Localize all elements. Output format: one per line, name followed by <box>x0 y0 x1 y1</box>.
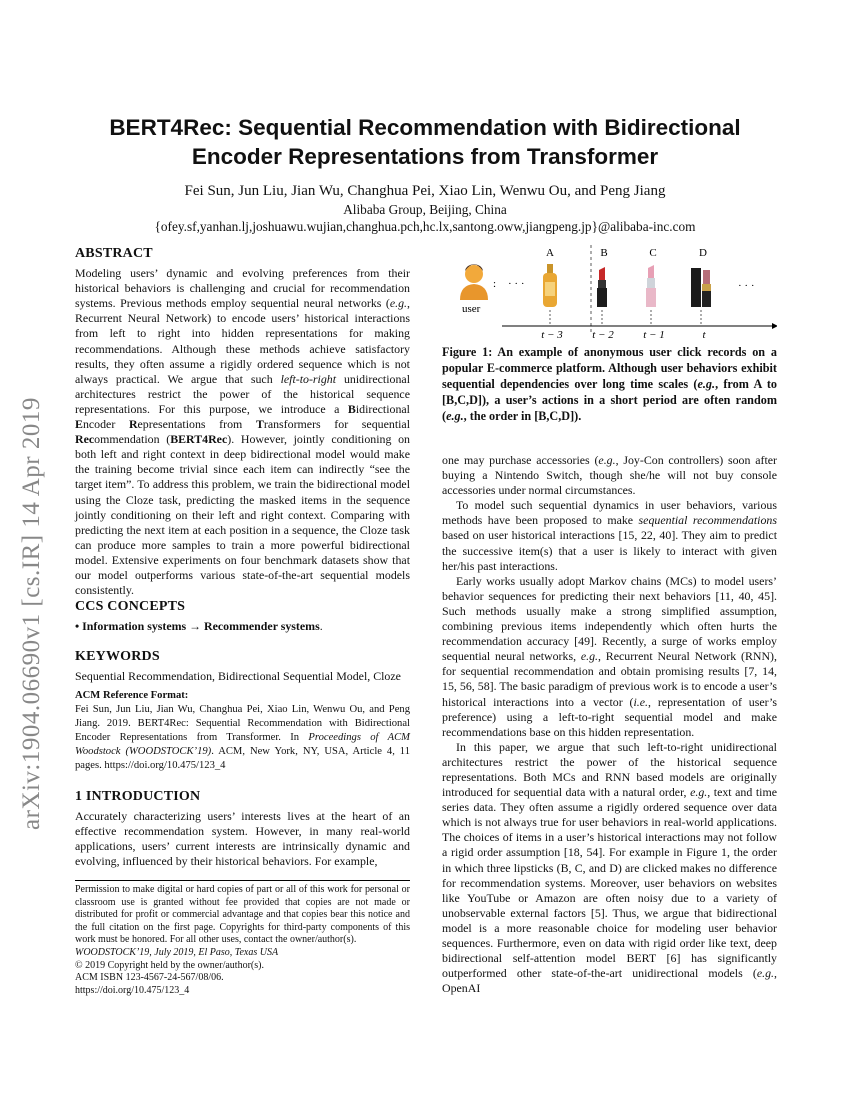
intro-heading: 1 INTRODUCTION <box>75 789 201 804</box>
figure-1 <box>442 240 777 340</box>
leading-dots: · · · <box>508 278 525 290</box>
product-a-serum-bottle <box>543 264 557 307</box>
trailing-dots: · · · <box>738 280 755 292</box>
item-label-b: B <box>600 247 608 259</box>
user-label: user <box>462 303 481 315</box>
acm-reference <box>75 689 410 773</box>
user-colon: : <box>493 278 497 290</box>
footnote <box>75 884 410 997</box>
paragraph-sequential-dynamics: To model such sequential dynamics in user behaviors, various methods have been proposed to make sequential recommendations based on user historical interactions [15, 22, 40]. They aim to predict the successive item(s) that a user is likely to interact with given her/his past interactions. <box>442 498 777 573</box>
time-label-t-3: t − 3 <box>541 329 563 340</box>
authors: Fei Sun, Jun Liu, Jian Wu, Changhua Pei, Xiao Lin, Wenwu Ou, and Peng Jiang <box>184 183 666 199</box>
title-line-2: Encoder Representations from Transformer <box>191 144 659 169</box>
user-icon <box>460 264 488 300</box>
copyright: © 2019 Copyright held by the owner/author(s). <box>75 959 264 971</box>
product-b-lipstick <box>597 267 607 307</box>
emails: {ofey.sf,yanhan.lj,joshuawu.wujian,changhua.pch,hc.lx,santong.oww,jiangpeng.jp}@alibaba-inc.com <box>154 219 696 234</box>
item-label-d: D <box>699 247 707 259</box>
arxiv-identifier: arXiv:1904.06690v1 [cs.IR] 14 Apr 2019 <box>18 397 45 830</box>
footnote-rule <box>75 880 410 881</box>
time-label-t-1: t − 1 <box>643 329 665 340</box>
paper-title <box>70 113 780 171</box>
ccs-text: • Information systems → Recommender systems. <box>75 619 323 634</box>
acm-ref-heading: ACM Reference Format: <box>75 690 189 701</box>
keywords-heading: KEYWORDS <box>75 649 160 664</box>
title-line-1: BERT4Rec: Sequential Recommendation with Bidirectional <box>109 115 741 140</box>
time-label-t-2: t − 2 <box>592 329 614 340</box>
abstract-section <box>75 246 410 598</box>
figure-1-caption: Figure 1: An example of anonymous user click records on a popular E-commerce platform. Although user behaviors exhibit sequential dependencies over long time scales (e.g., from A to [B,C,D]), a user’s actions in a short period are often random (e.g., the order in [B,C,D]). <box>442 345 777 423</box>
abstract-text: Modeling users’ dynamic and evolving preferences from their historical behaviors is challenging and crucial for recommendation systems. Previous methods employ sequential neural networks (e.g., Recurrent Neural Network) to encode users’ historical interactions from left to right into hidden representations for making recommendations. Although these methods achieve satisfactory results, they often assume a rigidly ordered sequence which is not always practical. We argue that such left-to-right unidirectional architectures restrict the power of the historical sequence representations. For this purpose, we introduce a Bidirectional Encoder Representations from Transformers for sequential Recommendation (BERT4Rec). However, jointly conditioning on both left and right context in deep bidirectional model would make the training become trivial since each item can indirectly “see the target item”. To address this problem, we train the bidirectional model using the Cloze task, predicting the masked items in the sequence jointly conditioning on their left and right context. Comparing with predicting the next item at each position in a sequence, the Cloze task can produce more samples to train a more powerful bidirectional model. Extensive experiments on four benchmark datasets show that our model outperforms various state-of-the-art sequential models consistently. <box>75 266 411 598</box>
paragraph-markov-chains: Early works usually adopt Markov chains (MCs) to model users’ behavior sequences for predicting their next behaviors [11, 40, 45]. Such methods usually make a strong simplified assumption, combining previous items independently which often hurts the recommendation accuracy [49]. Recently, a surge of works employ sequential neural networks, e.g., Recurrent Neural Network (RNN), for sequential recommendation and obtain promising results [7, 14, 15, 56, 58]. The basic paradigm of previous work is to encode a user’s historical interactions into a vector (i.e., representation of user’s preference) using a left-to-right sequential model and make recommendations base on this hidden representation. <box>442 573 777 739</box>
introduction-section <box>75 789 410 869</box>
item-label-a: A <box>546 247 554 259</box>
venue: WOODSTOCK’19, July 2019, El Paso, Texas USA <box>75 946 279 958</box>
affiliation: Alibaba Group, Beijing, China <box>343 202 507 217</box>
intro-continued <box>442 453 777 996</box>
paragraph-accessories: one may purchase accessories (e.g., Joy-Con controllers) soon after buying a Nintendo Switch, though she/he will not buy console accessories under normal circumstances. <box>442 453 777 498</box>
ccs-section <box>75 599 410 634</box>
abstract-heading: ABSTRACT <box>75 246 153 261</box>
keywords-section <box>75 649 410 684</box>
keywords-text: Sequential Recommendation, Bidirectional Sequential Model, Cloze <box>75 669 401 684</box>
intro-paragraph: Accurately characterizing users’ interests lives at the heart of an effective recommendation system. However, in many real-world applications, users’ current interests are intrinsically dynamic and evolving, influenced by their historical behaviors. For example, <box>75 809 410 869</box>
time-label-t: t <box>702 329 706 340</box>
product-c-lipstick <box>646 265 656 307</box>
item-label-c: C <box>649 247 657 259</box>
isbn: ACM ISBN 123-4567-24-567/08/06. <box>75 972 224 984</box>
product-d-lipstick <box>691 268 711 307</box>
paragraph-argument: In this paper, we argue that such left-to-right unidirectional architectures restrict the power of the historical sequence representations. Both MCs and RNN based models are originally introduced for sequential data with a natural order, e.g., text and time series data. They often assume a rigidly ordered sequence over data which is not always true for user behaviors in real-world applications. The choices of items in a user’s historical interactions may not follow a rigid order assumption [18, 54]. For example in Figure 1, the order in which three lipsticks (B, C, and D) are clicked makes no difference for recommendation systems. Moreover, user behaviors on websites like YouTube or Amazon are often noisy due to a variety of unobservable external factors [5]. Thus, we argue that bidirectional model is a more reasonable choice for modeling user behavior sequences. Furthermore, even on data with rigid order like text, deep bidirectional self-attention model BERT [6] has significantly outperformed other state-of-the-art unidirectional models (e.g., OpenAI <box>442 739 777 996</box>
doi: https://doi.org/10.475/123_4 <box>75 984 190 996</box>
acm-ref-text: Fei Sun, Jun Liu, Jian Wu, Changhua Pei, Xiao Lin, Wenwu Ou, and Peng Jiang. 2019. BERT4Rec: Sequential Recommendation with Bidirectional Encoder Representations from Transformer. In Proceedings of ACM Woodstock (WOODSTOCK’19). ACM, New York, NY, USA, Article 4, 11 pages. https://doi.org/10.475/123_4 <box>75 704 411 771</box>
permission-notice: Permission to make digital or hard copies of part or all of this work for personal or classroom use is granted without fee provided that copies are not made or distributed for profit or commercial advantage and that copies bear this notice and the full citation on the first page. Copyrights for third-party components of this work must be honored. For all other uses, contact the owner/author(s). <box>75 884 410 946</box>
ccs-heading: CCS CONCEPTS <box>75 599 186 614</box>
